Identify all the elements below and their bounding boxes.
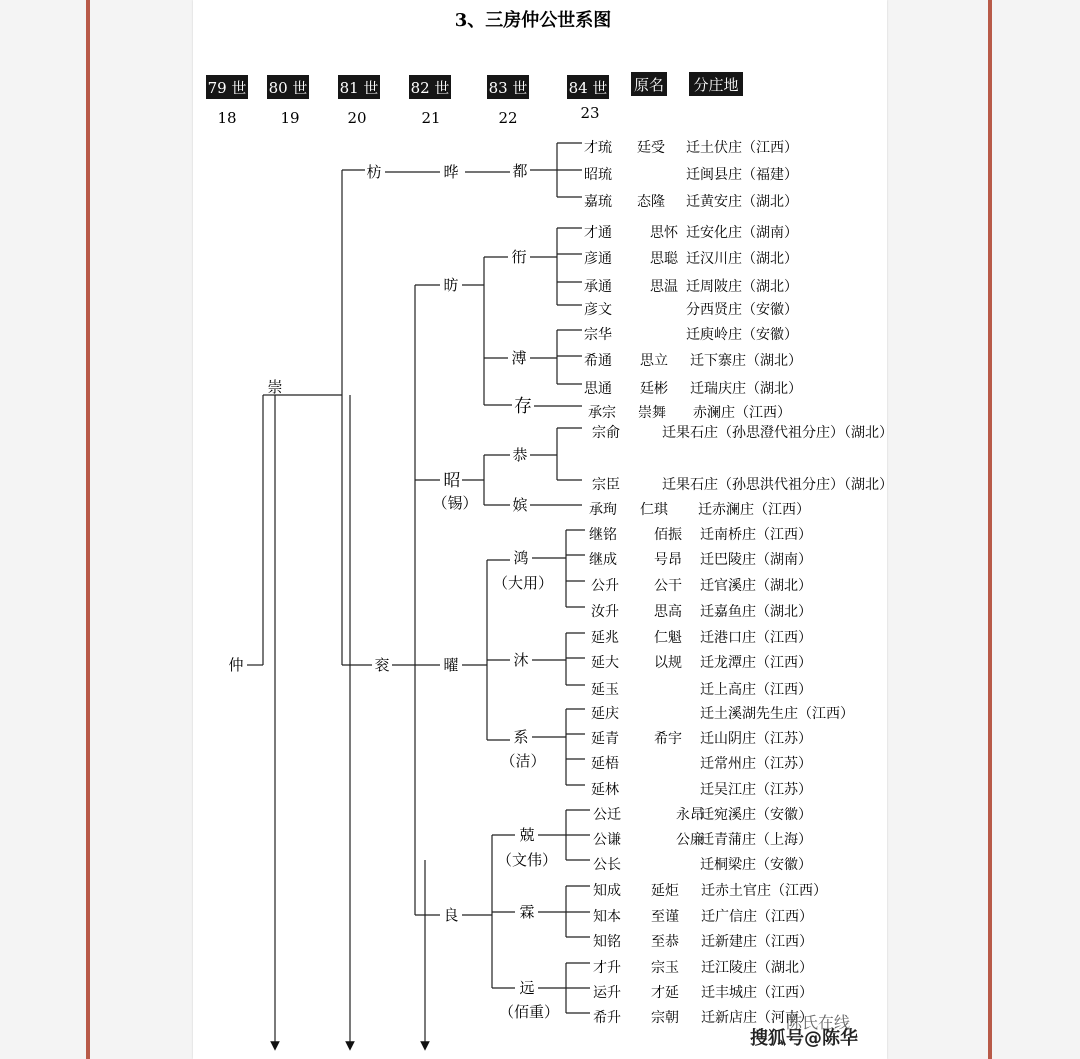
- row-name: 延青: [591, 731, 619, 747]
- row-name: 延玉: [591, 682, 619, 698]
- row-original-name: 永昂: [676, 807, 704, 823]
- row-name: 才通: [584, 225, 612, 241]
- gen-num-22: 22: [498, 109, 518, 127]
- row-name: 宗华: [584, 327, 612, 343]
- gen-num-23: 23: [580, 104, 600, 122]
- row-branch-place: 迁南桥庄（江西）: [700, 527, 812, 543]
- row-branch-place: 分西贤庄（安徽）: [686, 302, 798, 318]
- row-original-name: 廷彬: [640, 381, 668, 397]
- row-branch-place: 迁庾岭庄（安徽）: [686, 327, 798, 343]
- row-original-name: 思高: [654, 604, 682, 620]
- node-fang2: 昉: [443, 276, 459, 294]
- node-xi-alt: （洁）: [500, 752, 546, 770]
- node-yuan: 远: [519, 979, 535, 997]
- row-name: 公谦: [593, 832, 621, 848]
- row-original-name: 才延: [651, 985, 679, 1001]
- row-name: 公迁: [593, 807, 621, 823]
- row-name: 彦文: [584, 302, 612, 318]
- row-branch-place: 迁果石庄（孙思洪代祖分庄）（湖北）: [662, 477, 893, 493]
- node-lin: 霖: [519, 903, 535, 921]
- row-name: 延林: [591, 782, 619, 798]
- row-original-name: 仁魁: [654, 630, 682, 646]
- row-original-name: 宗朝: [651, 1010, 679, 1026]
- row-original-name: 公干: [654, 578, 682, 594]
- row-branch-place: 迁周陂庄（湖北）: [686, 279, 798, 295]
- row-original-name: 思温: [650, 279, 678, 295]
- row-branch-place: 迁龙潭庄（江西）: [700, 655, 812, 671]
- row-name: 宗俞: [592, 425, 620, 441]
- gen-79-label: 79 世: [207, 79, 247, 97]
- gen-81-label: 81 世: [339, 79, 379, 97]
- node-yan: 衎: [511, 248, 527, 266]
- watermark-line1: 陈氏在线: [786, 1013, 851, 1032]
- row-branch-place: 迁新店庄（河南）: [701, 1010, 813, 1026]
- row-branch-place: 迁土伏庄（江西）: [686, 140, 798, 156]
- row-name: 彦通: [584, 251, 612, 267]
- row-branch-place: 迁江陵庄（湖北）: [701, 960, 813, 976]
- row-name: 继铭: [589, 527, 617, 543]
- row-name: 才升: [593, 960, 621, 976]
- node-gun: 衮: [374, 656, 390, 674]
- row-name: 承通: [584, 279, 612, 295]
- row-original-name: 至谨: [651, 909, 679, 925]
- row-branch-place: 迁港口庄（江西）: [700, 630, 812, 646]
- row-branch-place: 迁吴江庄（江苏）: [700, 782, 812, 798]
- row-original-name: 宗玉: [651, 960, 679, 976]
- row-branch-place: 迁汉川庄（湖北）: [686, 251, 798, 267]
- row-branch-place: 迁官溪庄（湖北）: [700, 578, 812, 594]
- row-name: 汝升: [591, 604, 619, 620]
- row-original-name: 思聪: [650, 251, 678, 267]
- original-name-label: 原名: [633, 76, 665, 94]
- node-zhong: 仲: [228, 656, 244, 674]
- row-original-name: 廷受: [637, 140, 665, 156]
- tree-lines: [247, 143, 590, 1046]
- row-branch-place: 迁广信庄（江西）: [701, 909, 813, 925]
- row-branch-place: 赤澜庄（江西）: [693, 405, 791, 421]
- row-branch-place: 迁巴陵庄（湖南）: [700, 552, 812, 568]
- row-name: 延兆: [591, 630, 619, 646]
- row-original-name: 延炬: [651, 883, 679, 899]
- row-original-name: 思怀: [650, 225, 678, 241]
- row-original-name: 公廉: [676, 832, 704, 848]
- row-branch-place: 迁桐梁庄（安徽）: [700, 857, 812, 873]
- node-pin: 嫔: [512, 496, 528, 514]
- node-jing: 兢: [519, 826, 535, 844]
- row-branch-place: 迁果石庄（孙思澄代祖分庄）（湖北）: [662, 425, 893, 441]
- row-branch-place: 迁黄安庄（湖北）: [686, 194, 798, 210]
- gen-num-21: 21: [421, 109, 441, 127]
- node-hong-alt: （大用）: [492, 574, 554, 592]
- row-branch-place: 迁下寨庄（湖北）: [690, 353, 802, 369]
- row-name: 知铭: [593, 934, 621, 950]
- node-yuan-alt: （佰重）: [498, 1003, 560, 1021]
- row-name: 希通: [584, 353, 612, 369]
- node-fu: 溥: [511, 349, 527, 367]
- row-original-name: 希宇: [654, 731, 682, 747]
- row-branch-place: 迁新建庄（江西）: [701, 934, 813, 950]
- gen-num-20: 20: [347, 109, 367, 127]
- row-name: 嘉琉: [584, 194, 612, 210]
- node-gong: 恭: [512, 446, 528, 464]
- watermark-line2: 搜狐号@陈华: [750, 1028, 858, 1049]
- row-name: 希升: [593, 1010, 621, 1026]
- row-original-name: 至恭: [651, 934, 679, 950]
- node-zhao: 昭: [443, 471, 461, 491]
- row-name: 运升: [593, 985, 621, 1001]
- row-name: 延大: [591, 655, 619, 671]
- row-name: 才琉: [584, 140, 612, 156]
- node-ye: 晔: [443, 163, 459, 181]
- row-name: 宗臣: [592, 477, 620, 493]
- row-branch-place: 迁宛溪庄（安徽）: [700, 807, 812, 823]
- gen-83-label: 83 世: [488, 79, 528, 97]
- node-yao: 曜: [443, 656, 459, 674]
- row-original-name: 思立: [640, 353, 668, 369]
- row-name: 公长: [593, 857, 621, 873]
- gen-82-label: 82 世: [410, 79, 450, 97]
- node-du: 都: [512, 162, 528, 180]
- row-branch-place: 迁青蒲庄（上海）: [700, 832, 812, 848]
- node-fang: 枋: [366, 163, 382, 181]
- gen-num-19: 19: [280, 109, 300, 127]
- gen-num-18: 18: [217, 109, 237, 127]
- row-name: 承珣: [589, 502, 617, 518]
- row-original-name: 态隆: [637, 194, 665, 210]
- row-name: 公升: [591, 578, 619, 594]
- node-chong: 崇: [267, 378, 283, 396]
- node-hong: 鸿: [513, 549, 529, 567]
- row-original-name: 以规: [654, 655, 682, 671]
- row-original-name: 崇舞: [638, 405, 666, 421]
- row-name: 知本: [593, 909, 621, 925]
- ancestor-nodes: [228, 162, 559, 1021]
- row-branch-place: 迁安化庄（湖南）: [686, 225, 798, 241]
- row-branch-place: 迁山阴庄（江苏）: [700, 731, 812, 747]
- branch-place-label: 分庄地: [693, 76, 739, 94]
- node-xi: 系: [513, 728, 529, 746]
- row-original-name: 号昂: [654, 552, 682, 568]
- node-mu: 沐: [513, 651, 529, 669]
- row-name: 承宗: [588, 405, 616, 421]
- row-branch-place: 迁常州庄（江苏）: [700, 756, 812, 772]
- row-name: 昭琉: [584, 167, 612, 183]
- row-name: 知成: [593, 883, 621, 899]
- node-zhao-alt: （锡）: [432, 494, 478, 512]
- row-original-name: 佰振: [654, 527, 682, 543]
- gen-84-label: 84 世: [568, 79, 608, 97]
- row-name: 延梧: [591, 756, 619, 772]
- generation-header: [206, 72, 743, 127]
- row-name: 思通: [584, 381, 612, 397]
- row-name: 继成: [589, 552, 617, 568]
- row-original-name: 仁琪: [640, 502, 668, 518]
- row-branch-place: 迁上高庄（江西）: [700, 682, 812, 698]
- row-branch-place: 迁土溪湖先生庄（江西）: [700, 706, 854, 722]
- node-liang: 良: [443, 906, 459, 924]
- row-branch-place: 迁赤土官庄（江西）: [701, 883, 827, 899]
- descendant-rows: [584, 139, 893, 1026]
- row-branch-place: 迁瑞庆庄（湖北）: [690, 381, 802, 397]
- chart-title: 3、三房仲公世系图: [454, 10, 612, 31]
- node-cun: 存: [514, 396, 532, 417]
- row-name: 延庆: [591, 706, 619, 722]
- row-branch-place: 迁赤澜庄（江西）: [698, 502, 810, 518]
- gen-80-label: 80 世: [268, 79, 308, 97]
- row-branch-place: 迁丰城庄（江西）: [701, 985, 813, 1001]
- node-jing-alt: （文伟）: [496, 851, 558, 869]
- row-branch-place: 迁闽县庄（福建）: [686, 167, 798, 183]
- row-branch-place: 迁嘉鱼庄（湖北）: [700, 604, 812, 620]
